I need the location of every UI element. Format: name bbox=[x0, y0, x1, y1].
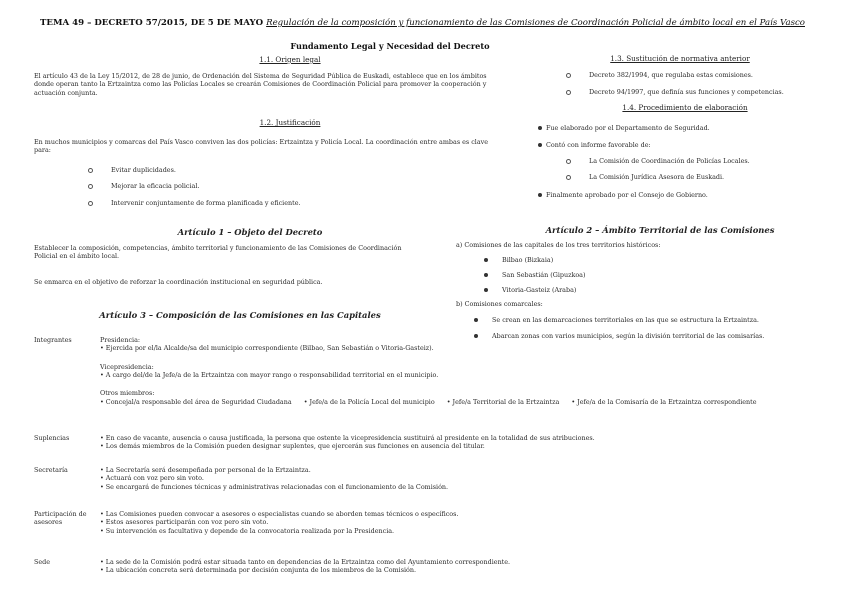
circle-bullet-icon bbox=[566, 90, 571, 95]
vicepresidencia-label: Vicepresidencia: bbox=[100, 362, 154, 371]
articulo1-heading: Artículo 1 – Objeto del Decreto bbox=[177, 227, 323, 237]
bullet-icon bbox=[538, 143, 542, 147]
circle-bullet-icon bbox=[88, 168, 93, 173]
procedimiento-subitem-text: La Comisión Jurídica Asesora de Euskadi. bbox=[589, 173, 725, 181]
justificacion-item bbox=[88, 199, 528, 207]
otros-item: • Concejal/a responsable del área de Seguridad Ciudadana bbox=[100, 397, 292, 406]
articulo2-b-item-text: Se crean en las demarcaciones territoriales en las que se estructura la Ertzaintza. bbox=[492, 316, 759, 324]
procedimiento-item-text: Finalmente aprobado por el Consejo de Gobierno. bbox=[546, 191, 708, 199]
justificacion-text: En muchos municipios y comarcas del País Vasco conviven las dos policías: Ertzaintza y Policía Local. La coordinación entre ambas es clave para: bbox=[34, 138, 489, 155]
circle-bullet-icon bbox=[566, 73, 571, 78]
justificacion-item bbox=[88, 182, 528, 190]
vicepresidencia-text: • A cargo del/de la Jefe/a de la Ertzaintza con mayor rango o responsabilidad territorial en el municipio. bbox=[100, 370, 439, 379]
integrantes-body bbox=[100, 336, 820, 406]
suplencias-line: • Los demás miembros de la Comisión pueden designar suplentes, que ejercerán sus funciones en ausencia del titular. bbox=[100, 442, 485, 451]
bullet-icon bbox=[538, 193, 542, 197]
articulo2-a-label: a) Comisiones de las capitales de los tres territorios históricos: bbox=[456, 241, 661, 249]
suplencias-line: • En caso de vacante, ausencia o causa justificada, la persona que ostente la vicepresidencia sustituirá al presidente en la totalidad de sus atribuciones. bbox=[100, 434, 595, 442]
title-prefix: TEMA 49 – DECRETO 57/2015, DE 5 DE MAYO bbox=[40, 18, 264, 28]
bullet-icon bbox=[484, 273, 488, 277]
otros-item: • Jefe/a Territorial de la Ertzaintza bbox=[446, 397, 560, 406]
sede-line: • La ubicación concreta será determinada por decisión conjunta de los miembros de la Comisión. bbox=[100, 566, 417, 575]
circle-bullet-icon bbox=[88, 201, 93, 206]
otros-item: • Jefe/a de la Policía Local del municipio bbox=[303, 397, 435, 406]
sustitucion-item-text: Decreto 382/1994, que regulaba estas comisiones. bbox=[589, 71, 753, 79]
bullet-icon bbox=[484, 258, 488, 262]
articulo2-heading: Artículo 2 – Ámbito Territorial de las Comisiones bbox=[545, 225, 775, 235]
title-italic: Regulación de la composición y funcionamiento de las Comisiones de Coordinación Policial de ámbito local en el País Vasco bbox=[266, 18, 805, 28]
presidencia-text: • Ejercida por el/la Alcalde/sa del municipio correspondiente (Bilbao, San Sebastián o Vitoria-Gasteiz). bbox=[100, 344, 434, 353]
presidencia-label: Presidencia: bbox=[100, 336, 141, 344]
procedimiento-subitem-text: La Comisión de Coordinación de Policías Locales. bbox=[589, 157, 750, 165]
otros-item: • Jefe/a de la Comisaría de la Ertzaintza correspondiente bbox=[571, 397, 757, 406]
procedimiento-item bbox=[538, 141, 828, 149]
sustitucion-item bbox=[566, 71, 836, 79]
origen-heading: 1.1. Origen legal bbox=[259, 55, 321, 64]
procedimiento-item bbox=[538, 191, 828, 199]
articulo1-text2: Se enmarca en el objetivo de reforzar la coordinación institucional en seguridad pública. bbox=[34, 278, 323, 286]
circle-bullet-icon bbox=[566, 159, 571, 164]
bullet-icon bbox=[538, 126, 542, 130]
justificacion-item-text: Intervenir conjuntamente de forma planificada y eficiente. bbox=[111, 199, 301, 207]
circle-bullet-icon bbox=[566, 175, 571, 180]
bullet-icon bbox=[484, 288, 488, 292]
justificacion-heading: 1.2. Justificación bbox=[259, 118, 321, 127]
sustitucion-item bbox=[566, 88, 836, 96]
articulo2-a-item-text: Bilbao (Bizkaia) bbox=[502, 256, 554, 264]
asesores-line: • Las Comisiones pueden convocar a asesores o especialistas cuando se aborden temas técnicos o específicos. bbox=[100, 510, 459, 518]
articulo2-a-item-text: Vitoria-Gasteiz (Araba) bbox=[502, 286, 577, 294]
suplencias-label: Suplencias bbox=[34, 434, 70, 442]
procedimiento-item-text: Contó con informe favorable de: bbox=[546, 141, 651, 149]
articulo2-a-item bbox=[484, 256, 824, 264]
justificacion-item-text: Mejorar la eficacia policial. bbox=[111, 182, 200, 190]
articulo2-a-item bbox=[484, 286, 824, 294]
bullet-icon bbox=[474, 318, 478, 322]
fundamento-heading: Fundamento Legal y Necesidad del Decreto bbox=[290, 41, 490, 51]
asesores-body bbox=[100, 510, 820, 535]
articulo2-b-item-text: Abarcan zonas con varios municipios, según la división territorial de las comisarías. bbox=[492, 332, 765, 340]
asesores-label: Participación de asesores bbox=[34, 510, 87, 527]
articulo2-a-item bbox=[484, 271, 824, 279]
articulo2-a-item-text: San Sebastián (Gipuzkoa) bbox=[502, 271, 586, 279]
sustitucion-item-text: Decreto 94/1997, que definía sus funciones y competencias. bbox=[589, 88, 784, 96]
sede-label: Sede bbox=[34, 558, 51, 566]
procedimiento-subitem bbox=[566, 157, 836, 165]
sede-body bbox=[100, 558, 820, 575]
document-title bbox=[40, 18, 830, 29]
secretaria-line: • Actuará con voz pero sin voto. bbox=[100, 474, 204, 483]
justificacion-item bbox=[88, 166, 528, 174]
circle-bullet-icon bbox=[88, 184, 93, 189]
secretaria-line: • La Secretaría será desempeñada por personal de la Ertzaintza. bbox=[100, 466, 311, 474]
secretaria-label: Secretaría bbox=[34, 466, 68, 474]
procedimiento-item-text: Fue elaborado por el Departamento de Seguridad. bbox=[546, 124, 710, 132]
otros-list bbox=[100, 398, 820, 406]
articulo2-b-label: b) Comisiones comarcales: bbox=[456, 300, 543, 308]
secretaria-body bbox=[100, 466, 820, 491]
articulo1-text1: Establecer la composición, competencias, ámbito territorial y funcionamiento de las Comisiones de Coordinación Policial en el ámbito local. bbox=[34, 244, 402, 261]
articulo3-heading: Artículo 3 – Composición de las Comisiones en las Capitales bbox=[99, 310, 381, 320]
secretaria-line: • Se encargará de funciones técnicas y administrativas relacionadas con el funcionamiento de la Comisión. bbox=[100, 482, 449, 491]
justificacion-item-text: Evitar duplicidades. bbox=[111, 166, 176, 174]
otros-label: Otros miembros: bbox=[100, 389, 155, 398]
asesores-line: • Su intervención es facultativa y depende de la convocatoria realizada por la Presidencia. bbox=[100, 526, 395, 535]
articulo2-b-item bbox=[474, 316, 834, 324]
procedimiento-heading: 1.4. Procedimiento de elaboración bbox=[622, 103, 748, 112]
suplencias-body bbox=[100, 434, 820, 451]
asesores-line: • Estos asesores participarán con voz pero sin voto. bbox=[100, 518, 269, 527]
procedimiento-item bbox=[538, 124, 828, 132]
origen-text: El artículo 43 de la Ley 15/2012, de 28 de junio, de Ordenación del Sistema de Seguridad Pública de Euskadi, establece que en los ámbitos donde operan tanto la Ertzaintza como las Policías Locales se crearán Comisiones de Coordinación Policial para promover la cooperación y actuación conjunta. bbox=[34, 72, 487, 97]
sede-line: • La sede de la Comisión podrá estar situada tanto en dependencias de la Ertzaintza como del Ayuntamiento correspondiente. bbox=[100, 558, 511, 566]
procedimiento-subitem bbox=[566, 173, 836, 181]
integrantes-label: Integrantes bbox=[34, 336, 72, 344]
sustitucion-heading: 1.3. Sustitución de normativa anterior bbox=[610, 54, 750, 63]
